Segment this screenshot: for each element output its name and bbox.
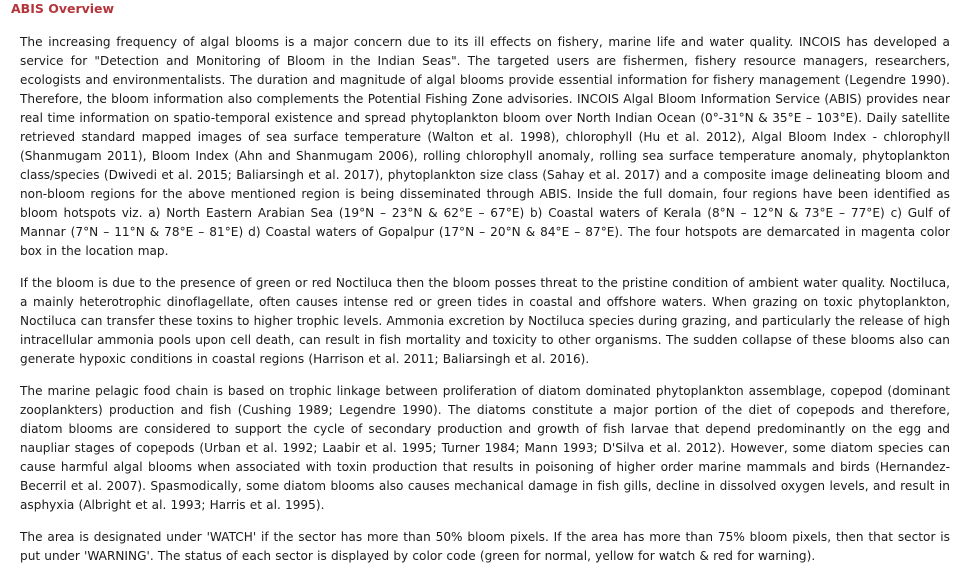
overview-body [20, 33, 950, 566]
section-title: ABIS Overview [11, 1, 115, 16]
paragraph-status-codes: The area is designated under 'WATCH' if the sector has more than 50% bloom pixels. If the area has more than 75% bloom pixels, then that sector is put under 'WARNING'. The status of each sector is displayed by color code (green for normal, yellow for watch & red for warning). [20, 530, 950, 563]
paragraph-diatom: The marine pelagic food chain is based on trophic linkage between proliferation of diatom dominated phytoplankton assemblage, copepod (dominant zooplankters) production and fish (Cushing 1989; Legendre 1990). The diatoms constitute a major portion of the diet of copepods and therefore, diatom blooms are considered to support the cycle of secondary production and growth of fish larvae that depend predominantly on the egg and naupliar stages of copepods (Urban et al. 1992; Laabir et al. 1995; Turner 1984; Mann 1993; D'Silva et al. 2012). However, some diatom species can cause harmful algal blooms when associated with toxin production that results in poisoning of higher order marine mammals and birds (Hernandez-Becerril et al. 2007). Spasmodically, some diatom blooms also causes mechanical damage in fish gills, decline in dissolved oxygen levels, and result in asphyxia (Albright et al. 1993; Harris et al. 1995). [20, 384, 950, 512]
paragraph-introduction: The increasing frequency of algal blooms is a major concern due to its ill effects on fishery, marine life and water quality. INCOIS has developed a service for "Detection and Monitoring of Bloom in the Indian Seas". The targeted users are fishermen, fishery resource managers, researchers, ecologists and environmentalists. The duration and magnitude of algal blooms provide essential information for fishery management (Legendre 1990). Therefore, the bloom information also complements the Potential Fishing Zone advisories. INCOIS Algal Bloom Information Service (ABIS) provides near real time information on spatio-temporal existence and spread phytoplankton bloom over North Indian Ocean (0°-31°N & 35°E – 103°E). Daily satellite retrieved standard mapped images of sea surface temperature (Walton et al. 1998), chlorophyll (Hu et al. 2012), Algal Bloom Index - chlorophyll (Shanmugam 2011), Bloom Index (Ahn and Shanmugam 2006), rolling chlorophyll anomaly, rolling sea surface temperature anomaly, phytoplankton class/species (Dwivedi et al. 2015; Baliarsingh et al. 2017), phytoplankton size class (Sahay et al. 2017) and a composite image delineating bloom and non-bloom regions for the above mentioned region is being disseminated through ABIS. Inside the full domain, four regions have been identified as bloom hotspots viz. a) North Eastern Arabian Sea (19°N – 23°N & 62°E – 67°E) b) Coastal waters of Kerala (8°N – 12°N & 73°E – 77°E) c) Gulf of Mannar (7°N – 11°N & 78°E – 81°E) d) Coastal waters of Gopalpur (17°N – 20°N & 84°E – 87°E). The four hotspots are demarcated in magenta color box in the location map. [20, 35, 950, 258]
paragraph-noctiluca: If the bloom is due to the presence of green or red Noctiluca then the bloom posses threat to the pristine condition of ambient water quality. Noctiluca, a mainly heterotrophic dinoflagellate, often causes intense red or green tides in coastal and offshore waters. When grazing on toxic phytoplankton, Noctiluca can transfer these toxins to higher trophic levels. Ammonia excretion by Noctiluca species during grazing, and particularly the release of high intracellular ammonia pools upon cell death, can result in fish mortality and toxicity to other organisms. The sudden collapse of these blooms also can generate hypoxic conditions in coastal regions (Harrison et al. 2011; Baliarsingh et al. 2016). [20, 276, 950, 366]
